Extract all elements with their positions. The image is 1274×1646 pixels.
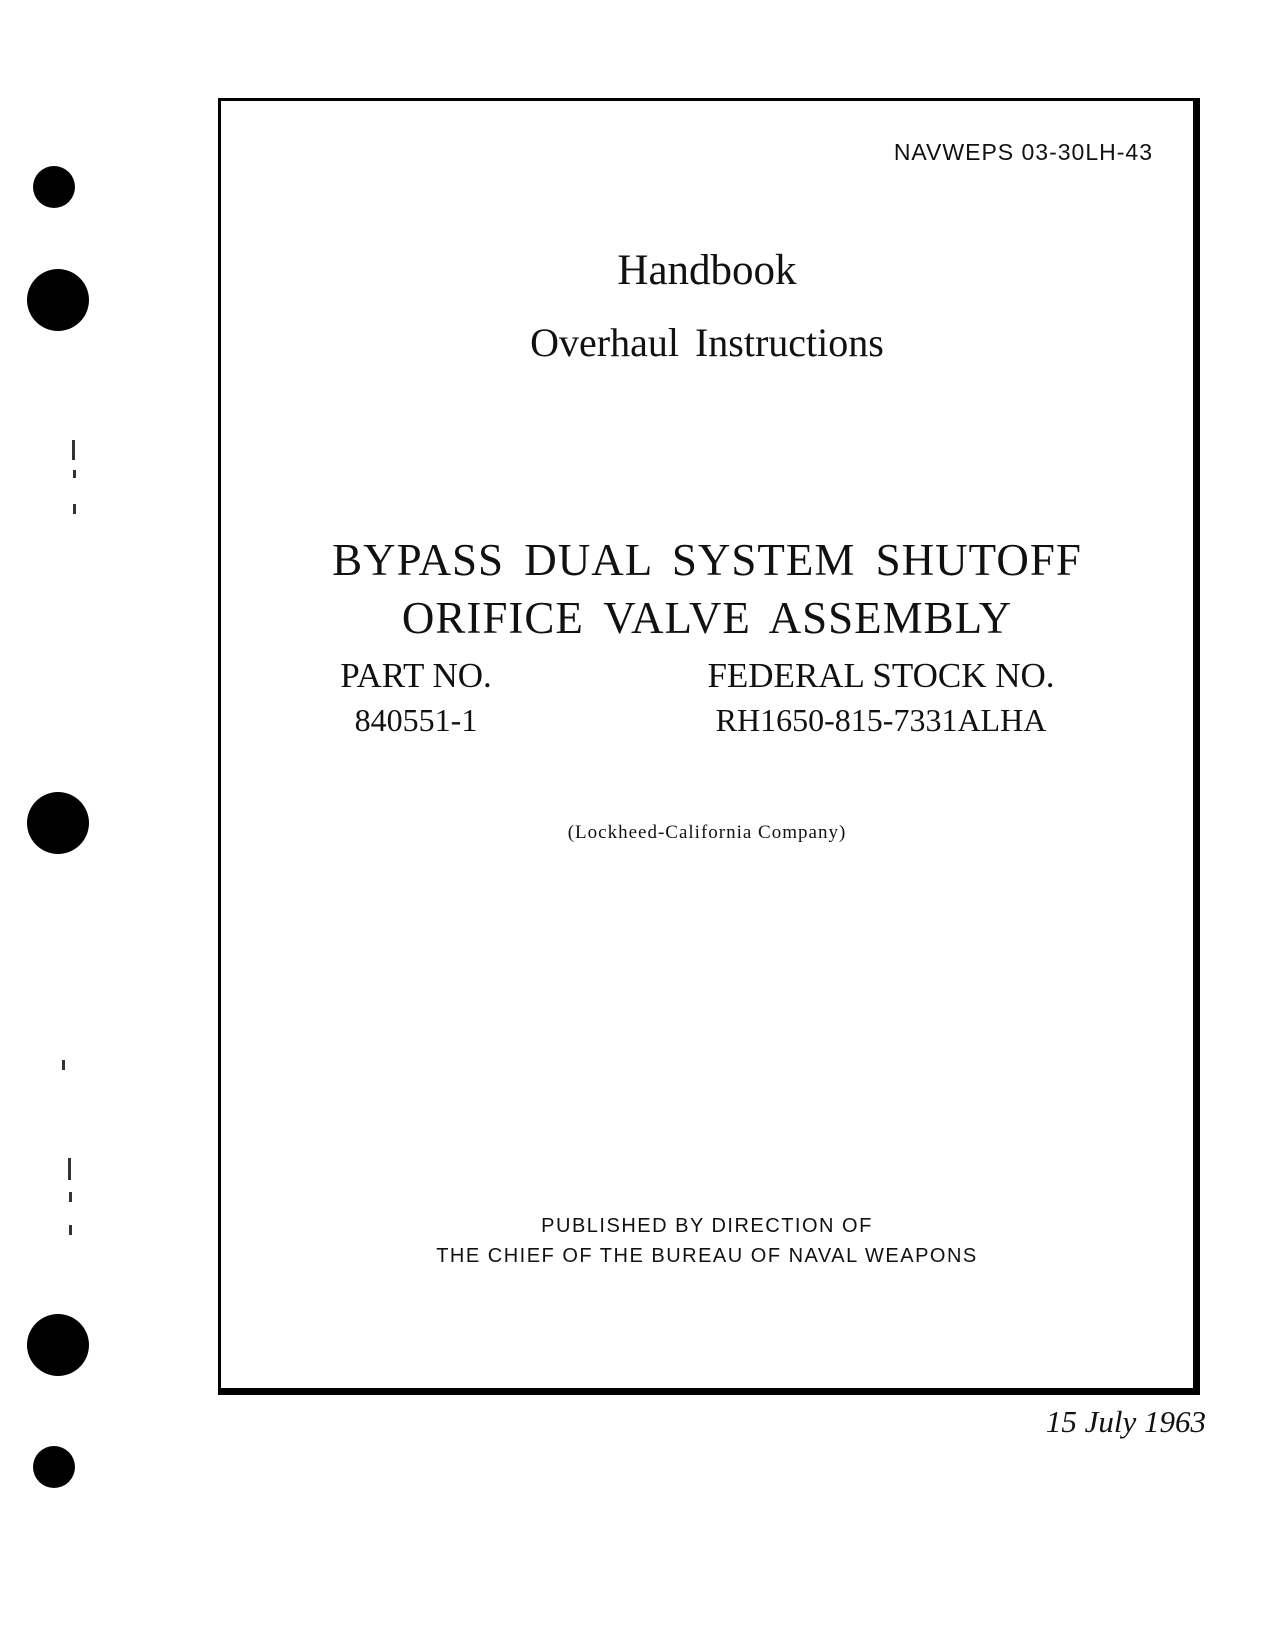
binder-hole: [27, 792, 89, 854]
binder-hole: [33, 1446, 75, 1488]
publication-date: 15 July 1963: [1045, 1404, 1206, 1439]
scan-mark: [72, 440, 75, 460]
handbook-heading: Handbook: [617, 247, 797, 294]
part-number-label: PART NO.: [340, 656, 492, 695]
document-number: NAVWEPS 03-30LH-43: [893, 139, 1153, 165]
publisher-line-1: PUBLISHED BY DIRECTION OF: [541, 1215, 873, 1237]
scan-mark: [69, 1192, 72, 1202]
scan-mark: [62, 1060, 65, 1070]
binder-hole: [33, 166, 75, 208]
binder-hole: [27, 1314, 89, 1376]
federal-stock-label: FEDERAL STOCK NO.: [707, 656, 1055, 695]
scan-mark: [73, 504, 76, 514]
federal-stock-block: [691, 656, 1071, 739]
federal-stock-value: RH1650-815-7331ALHA: [715, 702, 1047, 738]
publisher-line-2: THE CHIEF OF THE BUREAU OF NAVAL WEAPONS: [436, 1245, 978, 1267]
cover-frame: [218, 98, 1200, 1395]
scan-mark: [69, 1225, 72, 1235]
part-number-value: 840551-1: [354, 702, 478, 738]
main-title-line-2: ORIFICE VALVE ASSEMBLY: [401, 593, 1013, 643]
part-number-block: [326, 656, 506, 739]
main-title-line-1: BYPASS DUAL SYSTEM SHUTOFF: [332, 535, 1082, 585]
scan-mark: [68, 1158, 71, 1180]
binder-hole: [27, 269, 89, 331]
company-name: (Lockheed-California Company): [567, 822, 847, 843]
overhaul-subtitle: Overhaul Instructions: [530, 320, 884, 365]
scan-mark: [73, 470, 76, 478]
